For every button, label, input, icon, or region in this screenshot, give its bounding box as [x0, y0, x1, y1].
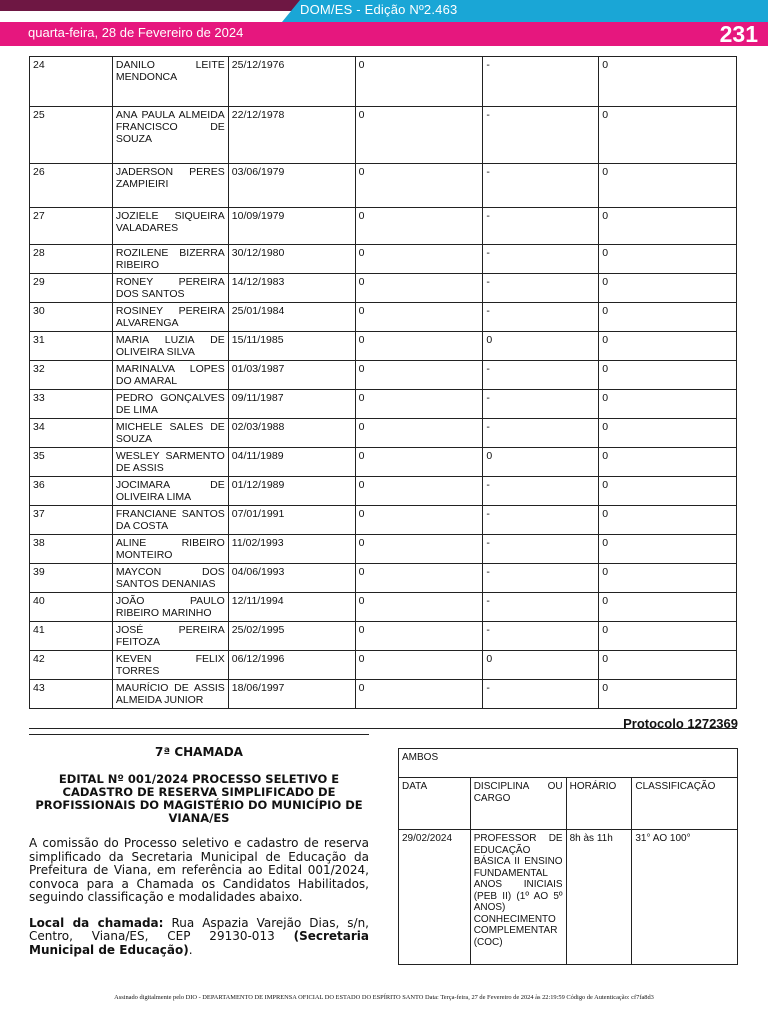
- row-number: 29: [30, 274, 113, 303]
- edition-label: DOM/ES - Edição Nº2.463: [300, 2, 458, 17]
- candidate-name: MICHELE SALES DE SOUZA: [112, 419, 228, 448]
- row-number: 32: [30, 361, 113, 390]
- table-row: [30, 651, 737, 680]
- score-c: 0: [599, 651, 737, 680]
- table-row: [30, 164, 737, 208]
- table-row: [30, 274, 737, 303]
- birth-date: 18/06/1997: [228, 680, 355, 709]
- score-b: -: [483, 107, 599, 164]
- row-number: 30: [30, 303, 113, 332]
- birth-date: 06/12/1996: [228, 651, 355, 680]
- candidate-name: ROZILENE BIZERRA RIBEIRO: [112, 245, 228, 274]
- call-location-office: (Secretaria Municipal de Educação): [29, 929, 369, 957]
- row-number: 41: [30, 622, 113, 651]
- score-a: 0: [355, 506, 483, 535]
- call-location: [29, 917, 369, 958]
- score-b: -: [483, 164, 599, 208]
- candidate-name: PEDRO GONÇALVES DE LIMA: [112, 390, 228, 419]
- candidate-name: MARIA LUZIA DE OLIVEIRA SILVA: [112, 332, 228, 361]
- call-location-address: Rua Aspazia Varejão Dias, s/n, Centro, Viana/ES, CEP 29130-013: [29, 915, 369, 943]
- score-b: -: [483, 245, 599, 274]
- score-a: 0: [355, 680, 483, 709]
- candidate-name: JOZIELE SIQUEIRA VALADARES: [112, 208, 228, 245]
- candidate-name: MAURÍCIO DE ASSIS ALMEIDA JUNIOR: [112, 680, 228, 709]
- table-row: [30, 680, 737, 709]
- edital-title: EDITAL Nº 001/2024 PROCESSO SELETIVO E CADASTRO DE RESERVA SIMPLIFICADO DE PROFISSIONAIS DO MAGISTÉRIO DO MUNICÍPIO DE VIANA/ES: [35, 772, 363, 825]
- score-b: -: [483, 680, 599, 709]
- score-a: 0: [355, 535, 483, 564]
- table-row: [30, 361, 737, 390]
- candidates-table: [29, 56, 737, 709]
- birth-date: 12/11/1994: [228, 593, 355, 622]
- candidate-name: WESLEY SARMENTO DE ASSIS: [112, 448, 228, 477]
- candidate-name: JOÃO PAULO RIBEIRO MARINHO: [112, 593, 228, 622]
- birth-date: 10/09/1979: [228, 208, 355, 245]
- notice-paragraph: A comissão do Processo seletivo e cadastro de reserva simplificado da Secretaria Municipal de Educação da Prefeitura de Viana, em referência ao Edital 001/2024, convoca para a Chamada os Candidatos Habilitados, seguindo classificação e modalidades abaixo.: [29, 836, 369, 904]
- score-c: 0: [599, 332, 737, 361]
- candidate-name: ALINE RIBEIRO MONTEIRO: [112, 535, 228, 564]
- table-row: [30, 57, 737, 107]
- score-a: 0: [355, 107, 483, 164]
- schedule-title: AMBOS: [399, 749, 738, 778]
- birth-date: 11/02/1993: [228, 535, 355, 564]
- score-b: 0: [483, 332, 599, 361]
- table-row: [30, 332, 737, 361]
- table-row: [30, 564, 737, 593]
- candidate-name: ANA PAULA ALMEIDA FRANCISCO DE SOUZA: [112, 107, 228, 164]
- score-c: 0: [599, 477, 737, 506]
- score-b: -: [483, 506, 599, 535]
- row-number: 24: [30, 57, 113, 107]
- row-number: 33: [30, 390, 113, 419]
- score-b: -: [483, 593, 599, 622]
- header-accent-bar: [0, 0, 300, 11]
- row-number: 34: [30, 419, 113, 448]
- row-number: 27: [30, 208, 113, 245]
- score-a: 0: [355, 477, 483, 506]
- table-row: [30, 107, 737, 164]
- score-c: 0: [599, 680, 737, 709]
- row-number: 37: [30, 506, 113, 535]
- row-number: 31: [30, 332, 113, 361]
- page-number: 231: [719, 21, 758, 47]
- candidate-name: JOCIMARA DE OLIVEIRA LIMA: [112, 477, 228, 506]
- score-a: 0: [355, 208, 483, 245]
- schedule-discipline: PROFESSOR DE EDUCAÇÃO BÁSICA II ENSINO FUNDAMENTAL ANOS INICIAIS (PEB II) (1º AO 5º ANOS) CONHECIMENTO COMPLEMENTAR (COC): [470, 830, 566, 965]
- candidates-table-body: [30, 57, 737, 709]
- score-b: -: [483, 419, 599, 448]
- score-b: 0: [483, 651, 599, 680]
- header-disciplina: DISCIPLINA OU CARGO: [470, 778, 566, 830]
- call-location-end: .: [188, 942, 193, 957]
- birth-date: 25/01/1984: [228, 303, 355, 332]
- score-b: -: [483, 361, 599, 390]
- score-c: 0: [599, 274, 737, 303]
- score-c: 0: [599, 448, 737, 477]
- score-c: 0: [599, 564, 737, 593]
- header-horario: HORÁRIO: [566, 778, 632, 830]
- birth-date: 07/01/1991: [228, 506, 355, 535]
- score-b: -: [483, 622, 599, 651]
- row-number: 36: [30, 477, 113, 506]
- protocol-number: Protocolo 1272369: [623, 716, 738, 731]
- score-c: 0: [599, 535, 737, 564]
- score-c: 0: [599, 506, 737, 535]
- score-c: 0: [599, 107, 737, 164]
- header-classificacao: CLASSIFICAÇÃO: [632, 778, 738, 830]
- score-a: 0: [355, 564, 483, 593]
- score-b: -: [483, 57, 599, 107]
- score-b: -: [483, 477, 599, 506]
- score-c: 0: [599, 593, 737, 622]
- candidate-name: KEVEN FELIX TORRES: [112, 651, 228, 680]
- schedule-classification: 31° AO 100°: [632, 830, 738, 965]
- score-a: 0: [355, 303, 483, 332]
- score-a: 0: [355, 651, 483, 680]
- schedule-table: [398, 748, 738, 965]
- table-row: [30, 622, 737, 651]
- score-a: 0: [355, 622, 483, 651]
- score-c: 0: [599, 208, 737, 245]
- publication-date: quarta-feira, 28 de Fevereiro de 2024: [28, 25, 244, 40]
- row-number: 43: [30, 680, 113, 709]
- score-c: 0: [599, 164, 737, 208]
- score-c: 0: [599, 361, 737, 390]
- score-a: 0: [355, 164, 483, 208]
- score-c: 0: [599, 390, 737, 419]
- table-row: [30, 593, 737, 622]
- birth-date: 01/03/1987: [228, 361, 355, 390]
- score-c: 0: [599, 419, 737, 448]
- score-c: 0: [599, 245, 737, 274]
- score-b: 0: [483, 448, 599, 477]
- row-number: 28: [30, 245, 113, 274]
- digital-signature-footer: Assinado digitalmente pelo DIO - DEPARTAMENTO DE IMPRENSA OFICIAL DO ESTADO DO ESPÍRITO SANTO Data: Terça-feira, 27 de Fevereiro de 2024 às 22:19:59 Código de Autenticação: cf7fa8d3: [114, 994, 654, 1001]
- score-c: 0: [599, 303, 737, 332]
- birth-date: 04/11/1989: [228, 448, 355, 477]
- table-row: [30, 303, 737, 332]
- candidate-name: JADERSON PERES ZAMPIEIRI: [112, 164, 228, 208]
- candidate-name: RONEY PEREIRA DOS SANTOS: [112, 274, 228, 303]
- row-number: 40: [30, 593, 113, 622]
- table-row: [30, 419, 737, 448]
- score-a: 0: [355, 245, 483, 274]
- candidate-name: DANILO LEITE MENDONCA: [112, 57, 228, 107]
- score-a: 0: [355, 419, 483, 448]
- birth-date: 22/12/1978: [228, 107, 355, 164]
- score-b: -: [483, 390, 599, 419]
- row-number: 42: [30, 651, 113, 680]
- call-location-label: Local da chamada:: [29, 915, 164, 930]
- score-a: 0: [355, 274, 483, 303]
- call-notice: [29, 745, 369, 957]
- row-number: 26: [30, 164, 113, 208]
- table-row: [30, 535, 737, 564]
- score-b: -: [483, 535, 599, 564]
- birth-date: 25/12/1976: [228, 57, 355, 107]
- score-c: 0: [599, 57, 737, 107]
- header-data: DATA: [399, 778, 471, 830]
- score-a: 0: [355, 593, 483, 622]
- birth-date: 30/12/1980: [228, 245, 355, 274]
- schedule-time: 8h às 11h: [566, 830, 632, 965]
- score-b: -: [483, 274, 599, 303]
- score-a: 0: [355, 361, 483, 390]
- score-b: -: [483, 303, 599, 332]
- score-b: -: [483, 564, 599, 593]
- table-row: [30, 245, 737, 274]
- schedule-date: 29/02/2024: [399, 830, 471, 965]
- table-row: [30, 506, 737, 535]
- birth-date: 15/11/1985: [228, 332, 355, 361]
- score-a: 0: [355, 390, 483, 419]
- score-a: 0: [355, 332, 483, 361]
- row-number: 25: [30, 107, 113, 164]
- table-row: [30, 208, 737, 245]
- section-divider: [29, 734, 369, 735]
- birth-date: 02/03/1988: [228, 419, 355, 448]
- score-a: 0: [355, 57, 483, 107]
- score-c: 0: [599, 622, 737, 651]
- row-number: 39: [30, 564, 113, 593]
- candidate-name: FRANCIANE SANTOS DA COSTA: [112, 506, 228, 535]
- candidate-name: MARINALVA LOPES DO AMARAL: [112, 361, 228, 390]
- score-b: -: [483, 208, 599, 245]
- row-number: 38: [30, 535, 113, 564]
- birth-date: 01/12/1989: [228, 477, 355, 506]
- score-a: 0: [355, 448, 483, 477]
- table-row: [30, 477, 737, 506]
- birth-date: 03/06/1979: [228, 164, 355, 208]
- row-number: 35: [30, 448, 113, 477]
- birth-date: 14/12/1983: [228, 274, 355, 303]
- candidate-name: MAYCON DOS SANTOS DENANIAS: [112, 564, 228, 593]
- table-row: [30, 448, 737, 477]
- candidate-name: ROSINEY PEREIRA ALVARENGA: [112, 303, 228, 332]
- birth-date: 09/11/1987: [228, 390, 355, 419]
- candidate-name: JOSÉ PEREIRA FEITOZA: [112, 622, 228, 651]
- birth-date: 25/02/1995: [228, 622, 355, 651]
- birth-date: 04/06/1993: [228, 564, 355, 593]
- call-title: 7ª CHAMADA: [155, 745, 243, 759]
- table-row: [30, 390, 737, 419]
